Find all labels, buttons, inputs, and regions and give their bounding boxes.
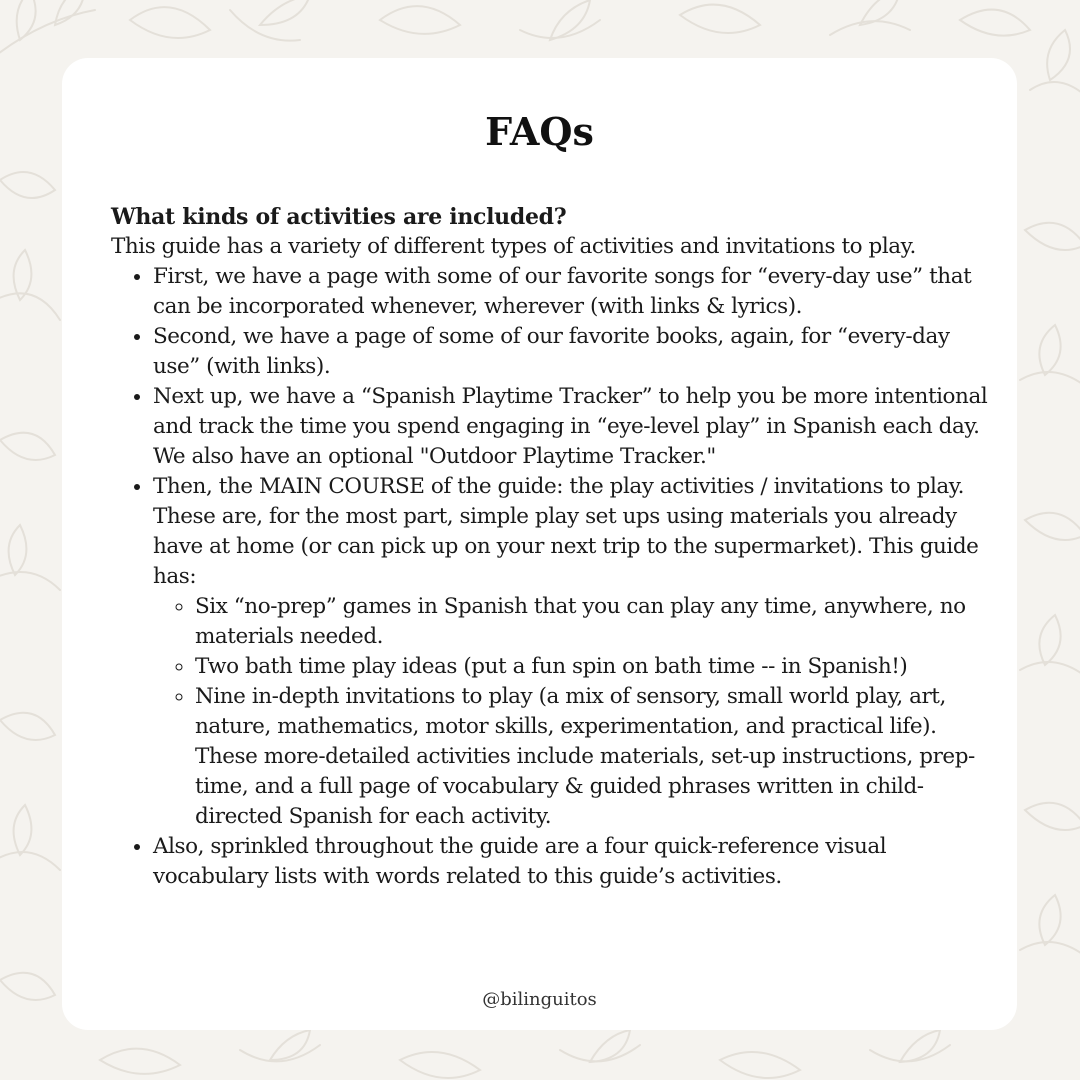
faq-question: What kinds of activities are included? bbox=[111, 204, 567, 230]
list-item-text: Second, we have a page of some of our favorite books, again, for “every-day use” (with links). bbox=[153, 324, 950, 379]
list-item-text: First, we have a page with some of our favorite songs for “every-day use” that can be incorporated whenever, wherever (with links & lyrics). bbox=[153, 264, 972, 319]
list-item bbox=[153, 472, 991, 832]
sub-list-item-text: Two bath time play ideas (put a fun spin on bath time -- in Spanish!) bbox=[195, 654, 908, 679]
faq-content bbox=[111, 202, 991, 892]
list-item-text: Then, the MAIN COURSE of the guide: the play activities / invitations to play. These are, for the most part, simple play set ups using materials you already have at home (or can pick up on your next trip to the supermarket). This guide has: bbox=[153, 474, 979, 589]
sub-list-item-text: Nine in-depth invitations to play (a mix of sensory, small world play, art, nature, mathematics, motor skills, experimentation, and practical life). These more-detailed activities include materials, set-up instructions, prep-time, and a full page of vocabulary & guided phrases written in child-directed Spanish for each activity. bbox=[195, 684, 975, 829]
sub-list-item bbox=[195, 682, 991, 832]
sub-list-item-text: Six “no-prep” games in Spanish that you can play any time, anywhere, no materials needed. bbox=[195, 594, 966, 649]
faq-card bbox=[62, 58, 1017, 1030]
list-item-text: Next up, we have a “Spanish Playtime Tracker” to help you be more intentional and track the time you spend engaging in “eye-level play” in Spanish each day. We also have an optional "Outdoor Playtime Tracker." bbox=[153, 384, 988, 469]
faq-intro: This guide has a variety of different types of activities and invitations to play. bbox=[111, 234, 916, 259]
sub-list-item bbox=[195, 592, 991, 652]
page-title: FAQs bbox=[485, 109, 594, 154]
sub-list-item bbox=[195, 652, 991, 682]
list-item bbox=[153, 322, 991, 382]
activity-list bbox=[111, 262, 991, 892]
list-item bbox=[153, 382, 991, 472]
list-item bbox=[153, 832, 991, 892]
footer-handle: @bilinguitos bbox=[482, 989, 597, 1010]
list-item-text: Also, sprinkled throughout the guide are a four quick-reference visual vocabulary lists with words related to this guide’s activities. bbox=[153, 834, 887, 889]
guide-contents-list bbox=[153, 592, 991, 832]
list-item bbox=[153, 262, 991, 322]
